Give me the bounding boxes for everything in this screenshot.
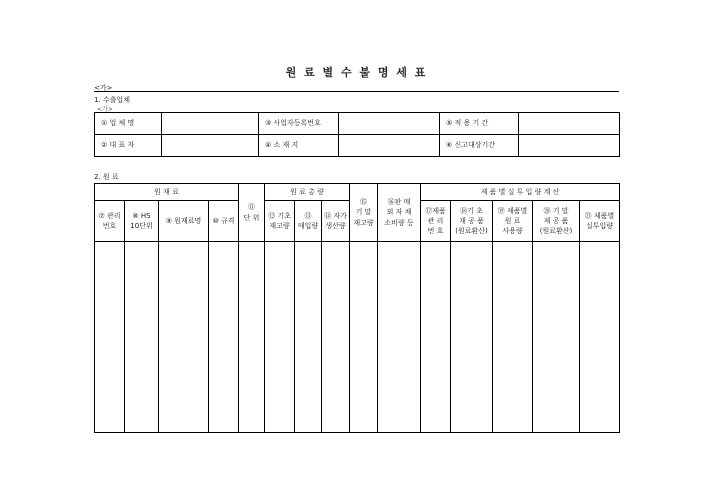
section-1-label: 1. 수출업체 [94,96,130,104]
total-quantity-group-header: 원 료 총 량 [265,184,350,201]
unit-header: ⑪ 단 위 [239,184,265,242]
raw-material-group-header: 원 재 료 [95,184,239,201]
applicable-period-field[interactable] [519,113,620,135]
spec-header: ⑩ 규격 [209,201,239,242]
company-info-table [94,112,620,157]
applicable-period-label: ⑤ 적 용 기 간 [440,113,519,135]
hs-code-header: ⑧ HS 10단위 [125,201,159,242]
address-label: ④ 소 재 지 [259,135,339,157]
opening-wip-header: ⑱기 초 재 공 품 (원료환산) [451,201,493,242]
address-field[interactable] [339,135,440,157]
ending-inventory-header: ⑮ 기 말 재고량 [350,184,378,242]
product-input-group-header: 제 품 별 실 투 입 량 계 산 [421,184,620,201]
material-usage-cell[interactable] [493,242,533,433]
unit-cell[interactable] [239,242,265,433]
self-production-cell[interactable] [322,242,350,433]
product-management-no-cell[interactable] [421,242,451,433]
representative-label: ② 대 표 자 [95,135,162,157]
self-production-header: ⑭ 자가 생산량 [322,201,350,242]
actual-input-cell[interactable] [580,242,620,433]
purchase-qty-header: ⑬ 매입량 [295,201,322,242]
management-no-header: ⑦ 관리 번호 [95,201,125,242]
form-title: 원 료 별 수 불 명 세 표 [285,66,428,79]
raw-material-ledger-table [94,183,620,433]
header-rule [94,91,619,92]
business-reg-no-field[interactable] [339,113,440,135]
opening-wip-cell[interactable] [451,242,493,433]
material-name-header: ⑨ 원재료명 [159,201,209,242]
material-usage-header: ⑲ 제품별 원 료 사용량 [493,201,533,242]
hs-code-cell[interactable] [125,242,159,433]
other-consumption-header: ⑯판 매 외 자 체 소비량 등 [378,184,421,242]
form-code-label: <가> [94,84,113,92]
report-period-label: ⑥ 신고대상기간 [440,135,519,157]
section-1-sub-label: <가> [97,106,113,113]
representative-field[interactable] [162,135,259,157]
section-2-label: 2. 원 료 [94,173,119,181]
report-period-field[interactable] [519,135,620,157]
actual-input-header: ㉑ 제품별 실투입량 [580,201,620,242]
business-reg-no-label: ③ 사업자등록번호 [259,113,339,135]
company-name-field[interactable] [162,113,259,135]
ending-wip-header: ⑳ 기 말 재 공 품 (원료환산) [533,201,580,242]
management-no-cell[interactable] [95,242,125,433]
ending-inventory-cell[interactable] [350,242,378,433]
company-name-label: ① 업 체 명 [95,113,162,135]
purchase-qty-cell[interactable] [295,242,322,433]
product-management-no-header: ⑰제품 관 리 번 호 [421,201,451,242]
spec-cell[interactable] [209,242,239,433]
ending-wip-cell[interactable] [533,242,580,433]
other-consumption-cell[interactable] [378,242,421,433]
opening-inventory-cell[interactable] [265,242,295,433]
opening-inventory-header: ⑫ 기초 재고량 [265,201,295,242]
material-name-cell[interactable] [159,242,209,433]
